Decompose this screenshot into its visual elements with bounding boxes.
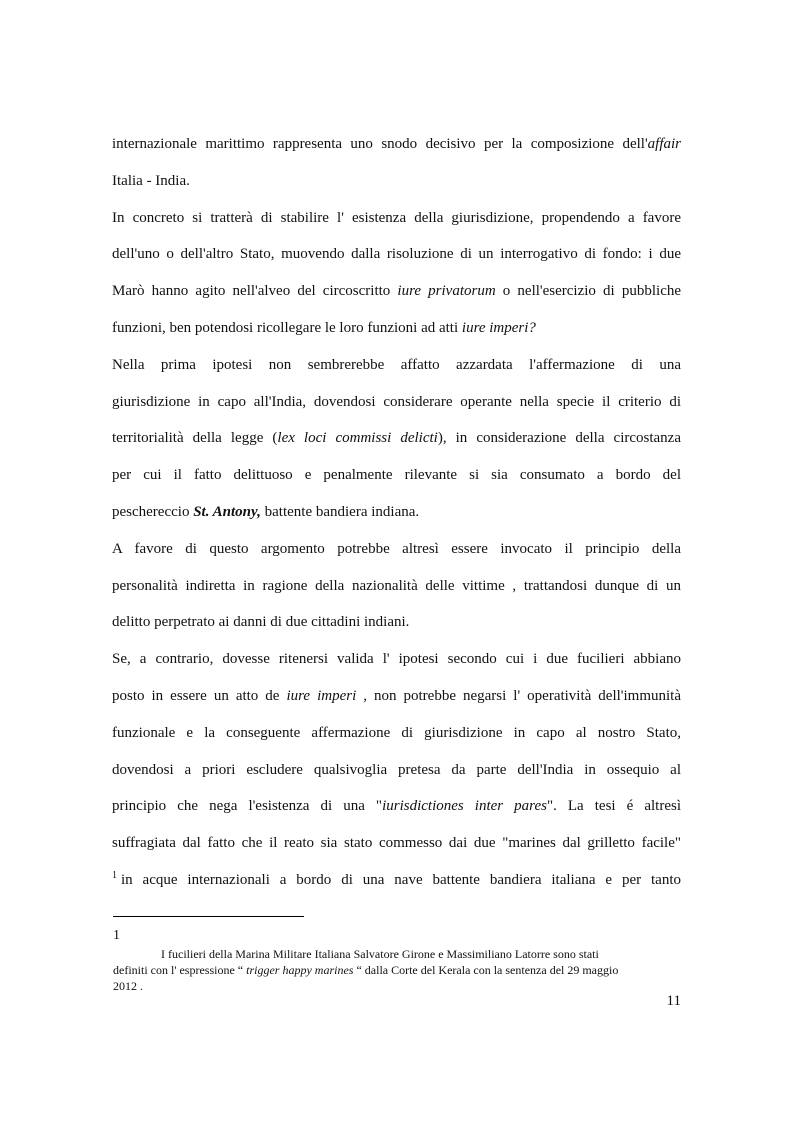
text-line: giurisdizione in capo all'India, dovendosi considerare operante nella specie il criterio di — [112, 393, 681, 410]
text-line: Se, a contrario, dovesse ritenersi valida l' ipotesi secondo cui i due fucilieri abbiano — [112, 651, 681, 668]
footnote-number: 1 — [113, 928, 120, 943]
text-line: $^1$ in acque internazionali a bordo di una nave battente bandiera italiana e per tanto — [112, 869, 681, 888]
text-line: Marò hanno agito nell'alveo del circoscritto iure privatorum o nell'esercizio di pubbliche — [112, 283, 682, 300]
text-line: personalità indiretta in ragione della nazionalità delle vittime , trattandosi dunque di un — [112, 577, 681, 594]
text-line: posto in essere un atto de iure imperi , non potrebbe negarsi l' operatività dell'immunità — [112, 687, 681, 704]
text-line: peschereccio St. Antony, battente bandiera indiana. — [112, 503, 420, 520]
footnote-line: I fucilieri della Marina Militare Italiana Salvatore Girone e Massimiliano Latorre sono stati — [161, 947, 599, 961]
text-line: Nella prima ipotesi non sembrerebbe affatto azzardata l'affermazione di una — [112, 356, 681, 373]
footnote-reference[interactable]: 1 — [112, 869, 117, 881]
page-number: 11 — [666, 993, 681, 1009]
footnote-line: 2012 . — [113, 979, 143, 993]
text-line: funzionale e la conseguente affermazione di giurisdizione in capo al nostro Stato, — [112, 724, 681, 741]
footnote-line: definiti con l' espressione “ trigger happy marines “ dalla Corte del Kerala con la sentenza del 29 maggio — [113, 963, 619, 977]
text-line: dovendosi a priori escludere qualsivoglia pretesa da parte dell'India in ossequio al — [112, 761, 681, 778]
footnote-separator — [113, 916, 304, 917]
text-line: principio che nega l'esistenza di una "iurisdictiones inter pares". La tesi é altresì — [112, 798, 681, 815]
text-line: territorialità della legge (lex loci commissi delicti), in considerazione della circostanza — [112, 430, 682, 447]
text-line: Italia - India. — [112, 172, 190, 189]
text-line: delitto perpetrato ai danni di due cittadini indiani. — [112, 614, 410, 631]
text-line: dell'uno o dell'altro Stato, muovendo dalla risoluzione di un interrogativo di fondo: i due — [112, 246, 681, 263]
footnote-text — [113, 946, 681, 994]
body-text — [112, 126, 681, 899]
text-line: per cui il fatto delittuoso e penalmente rilevante si sia consumato a bordo del — [112, 467, 681, 484]
text-line: A favore di questo argomento potrebbe altresì essere invocato il principio della — [112, 540, 681, 557]
text-line: suffragiata dal fatto che il reato sia stato commesso dai due "marines dal grilletto facile" — [112, 835, 681, 852]
text-line: funzioni, ben potendosi ricollegare le loro funzioni ad atti iure imperi? — [112, 319, 536, 336]
text-line: internazionale marittimo rappresenta uno snodo decisivo per la composizione dell'affair — [112, 136, 681, 152]
text-line: In concreto si tratterà di stabilire l' esistenza della giurisdizione, propendendo a favore — [112, 209, 681, 226]
